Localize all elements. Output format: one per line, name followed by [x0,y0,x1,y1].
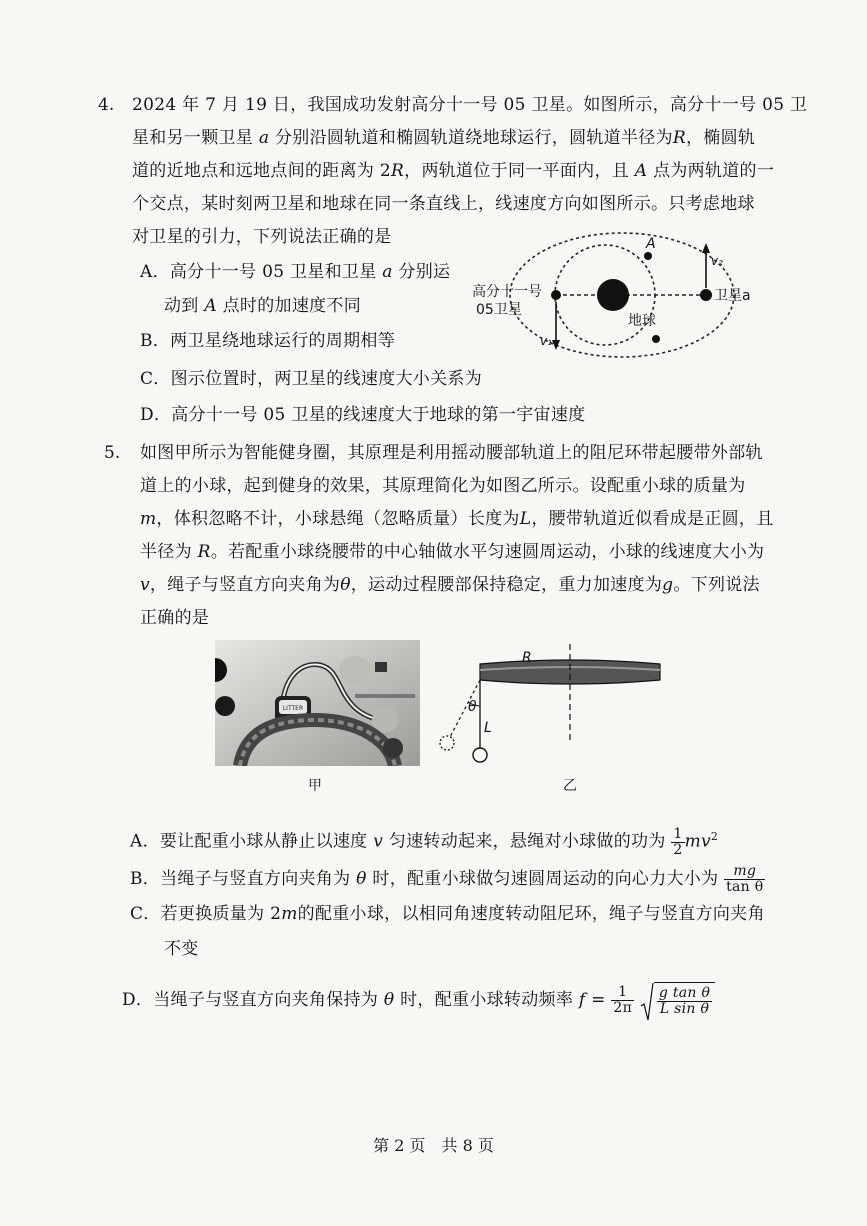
frac-den: 2π [613,1000,633,1016]
sqrt-sign-icon [640,982,654,1022]
var-R: R [197,542,211,562]
label-gf05-1: 高分十一号 [472,284,542,300]
point-A [644,252,652,260]
q4-text: 分别沿圆轨道和椭圆轨道绕地球运行，圆轨道半径为 [274,128,673,148]
q5-option-b [130,864,765,895]
q4-line-5: 对卫星的引力，下列说法正确的是 [132,227,392,247]
q5-option-d-text: D．当绳子与竖直方向夹角保持为 [122,990,379,1010]
q4-line-1: 2024 年 7 月 19 日，我国成功发射高分十一号 05 卫星。如图所示，高分十一号 05 卫 [132,95,808,115]
ball-swinging [440,736,454,750]
q5-line-1: 如图甲所示为智能健身圈，其原理是利用摇动腰部轨道上的阻尼环带起腰带外部轨 [140,443,763,463]
fraction-one-over-2pi [611,985,634,1016]
fitness-hoop-photo [215,640,420,766]
q5-line-6: 正确的是 [140,608,210,628]
q4-option-a-text: 动到 [164,296,199,316]
label-v2: v₂ [711,254,723,268]
var-theta: θ [356,869,367,889]
caption-jia: 甲 [308,778,322,794]
q4-text: ，两轨道位于同一平面内，且 [404,161,630,181]
var-L: L [519,509,532,529]
frac-num [724,864,765,880]
q4-option-a-text: 点时的加速度不同 [222,296,362,316]
exp-2: 2 [710,830,719,843]
label-L: L [484,720,492,736]
var-mv: mv [684,831,711,852]
q4-option-a-line2 [164,296,361,316]
fraction-mg-tan [724,864,765,895]
q5-text: ，运动过程腰部保持稳定，重力加速度为 [350,575,663,595]
q5-option-b-text: B．当绳子与竖直方向夹角为 [130,869,351,889]
var-mg: mg [733,863,757,879]
var-theta: θ [383,990,395,1010]
label-gf05-2: 05卫星 [476,302,522,318]
q5-option-c-line1 [130,904,765,924]
label-theta: θ [468,699,477,715]
ball-hanging [473,748,487,762]
q5-option-a-text: A．要让配重小球从静止以速度 [130,831,368,852]
q4-text: 道的近地点和远地点间的距离为 2 [132,161,392,181]
frac-num: 1 [611,985,634,1001]
label-sat-a: 卫星a [714,288,751,304]
q5-text: ，绳子与竖直方向夹角为 [149,575,341,595]
frac-num: 1 [673,825,683,842]
label-A: A [646,236,656,252]
square-root [640,982,715,1019]
q5-line-4 [140,542,764,562]
var-f: f = [578,990,606,1010]
label-v1: v₁ [540,334,552,348]
var-lsin: L sin θ [659,1001,710,1017]
var-m: m [281,904,298,924]
q5-text: 。下列说法 [673,575,760,595]
var-theta: θ [340,575,351,595]
q5-option-c-text: 的配重小球，以相同角速度转动阻尼环，绳子与竖直方向夹角 [297,904,765,924]
var-R: R [672,128,686,148]
var-gtan: g tan θ [658,985,711,1001]
var-A: A [204,296,217,316]
q5-option-c-line2: 不变 [164,939,199,959]
q5-option-a [130,822,718,858]
q5-option-c-text: C．若更换质量为 2 [130,904,282,924]
q5-option-b-text: 时，配重小球做匀速圆周运动的向心力大小为 [372,869,719,889]
satellite-a [700,289,712,301]
q4-option-d: D．高分十一号 05 卫星的线速度大于地球的第一宇宙速度 [140,405,586,425]
var-v: v [373,831,384,852]
label-R: R [522,650,532,666]
v1-arrowhead [552,340,560,350]
frac-den: 2 [673,841,683,858]
frac-den [657,1002,712,1017]
q5-text: ，腰带轨道近似看成是正圆，且 [531,509,774,529]
q5-text: ，体积忽略不计，小球悬绳（忽略质量）长度为 [156,509,520,529]
q5-line-5 [140,575,760,595]
q5-text: 。若配重小球绕腰带的中心轴做水平匀速圆周运动，小球的线速度大小为 [210,542,765,562]
q4-option-a-text: 分别运 [398,262,451,282]
q5-number: 5. [104,443,121,463]
point-lower [652,335,660,343]
q4-text: 星和另一颗卫星 [132,128,254,148]
var-g: g [662,575,674,595]
q5-line-3 [140,509,774,529]
q4-text: ，椭圆轨 [686,128,756,148]
q4-option-c [140,369,482,395]
q4-number: 4. [98,95,115,115]
q5-option-d [122,982,715,1019]
earth [597,279,629,311]
page-footer: 第 2 页 共 8 页 [373,1136,494,1155]
satellite-gf05 [551,290,561,300]
label-earth: 地球 [628,313,656,329]
q4-option-c-text: C．图示位置时，两卫星的线速度大小关系为 [140,369,483,389]
q4-text: 点为两轨道的一 [653,161,775,181]
var-a: a [258,128,270,148]
frac-den: tan θ [726,879,764,895]
device-screen-text: LITTER [282,705,304,712]
caption-yi: 乙 [563,778,577,794]
q4-line-2 [132,128,755,148]
q5-option-d-text: 时，配重小球转动频率 [400,990,574,1010]
q5-option-a-text: 匀速转动起来，悬绳对小球做的功为 [388,831,666,852]
q4-line-4: 个交点，某时刻两卫星和地球在同一条直线上，线速度方向如图所示。只考虑地球 [132,194,755,214]
fraction-gtan-lsin [657,986,712,1017]
q5-line-2: 道上的小球，起到健身的效果，其原理简化为如图乙所示。设配重小球的质量为 [140,476,746,496]
var-a: a [382,262,393,282]
frac-num [657,986,712,1002]
q4-option-b: B．两卫星绕地球运行的周期相等 [140,331,395,351]
var-m: m [140,509,157,529]
fraction-one-half [671,827,684,858]
q4-option-a-line1 [140,262,450,282]
v2-arrowhead [702,243,710,253]
var-A: A [634,161,648,181]
q5-text: 半径为 [140,542,192,562]
var-v: v [140,575,150,595]
var-R: R [391,161,405,181]
q4-option-a-text: A．高分十一号 05 卫星和卫星 [140,262,377,282]
q4-line-3 [132,161,774,181]
hoop-schematic [430,636,670,771]
